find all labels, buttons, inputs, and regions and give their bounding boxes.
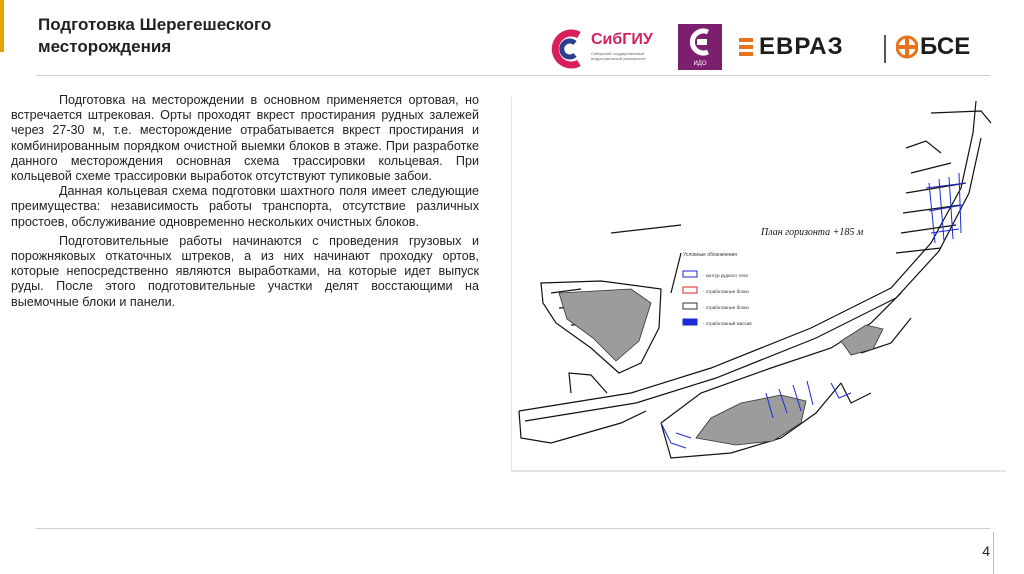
header-divider	[36, 75, 990, 76]
legend-item-2: - отработанные блоки	[703, 289, 749, 294]
map-legend	[683, 252, 752, 326]
evraz-name: ЕВРАЗ	[759, 33, 844, 60]
plan-label: План горизонта +185 м	[761, 227, 864, 238]
logo-separator	[884, 35, 886, 63]
ido-logo-icon	[678, 24, 722, 60]
footer-divider	[36, 528, 990, 529]
paragraph-2: Данная кольцевая схема подготовки шахтного поля имеет следующие преимущества: независимость работы транспорта, отсутствие различных простоев, обслуживание одновременно нескольких очистных блоков.	[11, 184, 479, 229]
sibgiu-logo-icon	[549, 29, 587, 69]
legend-title: Условные обозначения	[683, 252, 738, 258]
sibgiu-subtitle: Сибирский государственный индустриальный университет	[591, 51, 647, 61]
page-number: 4	[982, 543, 990, 559]
legend-item-3: - отработанные блоки	[703, 305, 749, 310]
ore-bodies	[559, 289, 883, 445]
ido-logo	[678, 24, 722, 70]
bse-logo	[896, 33, 1006, 63]
paragraph-1: Подготовка на месторождении в основном применяется ортовая, но встречается штрековая. Орты проходят вкрест простирания рудных залежей через 27-30 м, т.е. месторождение отрабатывается вкрест простирания и комбинированным порядком очистной выемки блоков в этаже. При разработке данного месторождения основная схема трассировки кольцевая. При кольцевой схеме трассировки выработок отсутствуют тупиковые забои.	[11, 93, 479, 184]
evraz-logo	[739, 33, 869, 63]
worked-out-blocks	[661, 173, 966, 448]
footer-vertical-line	[993, 532, 994, 574]
legend-item-4: - отработанный массив	[703, 321, 752, 326]
accent-bar	[0, 0, 4, 52]
mine-plan-figure	[511, 93, 1006, 473]
bse-mark-icon	[896, 35, 918, 59]
page-title: Подготовка Шерегешеского месторождения	[38, 15, 272, 56]
sibgiu-name: СибГИУ	[591, 31, 653, 48]
ido-label: ИДО	[693, 61, 707, 67]
legend-item-1: - контур рудного тела	[703, 273, 748, 278]
paragraph-3: Подготовительные работы начинаются с проведения грузовых и порожняковых откаточных штреков, а из них начинают проходку ортов, которые непосредственно являются выработками, на которые идет выпуск руды. После этого подготовительные участки делят восстающими на выемочные блоки и панели.	[11, 233, 479, 309]
bse-name: БСЕ	[920, 33, 971, 60]
sibgiu-logo	[549, 29, 671, 69]
body-text	[11, 93, 479, 310]
